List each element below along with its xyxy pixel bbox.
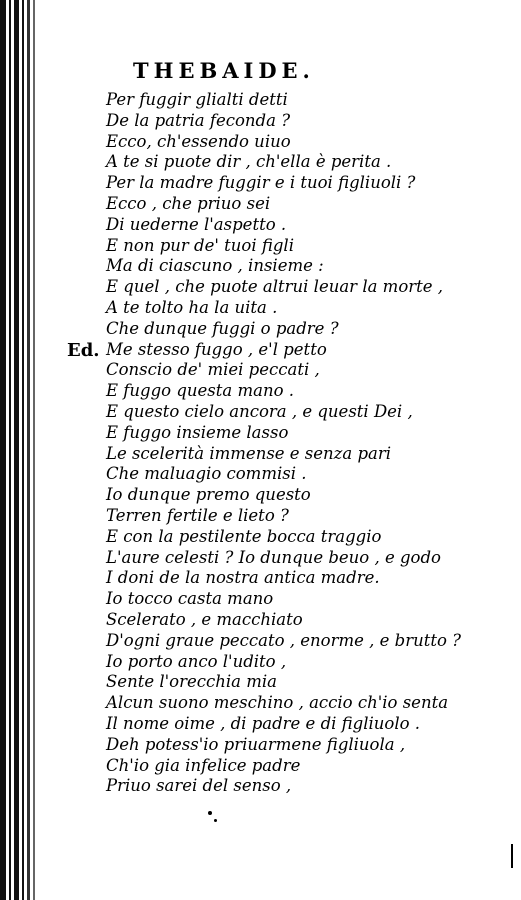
verse-text: E quel , che puote altrui leuar la morte , xyxy=(106,277,444,297)
verse-text: A te si puote dir , ch'ella è perita . xyxy=(106,152,392,172)
verse-line xyxy=(0,756,521,777)
verse-text: Che dunque fuggi o padre ? xyxy=(106,318,339,338)
verse-line xyxy=(0,360,521,381)
verse-text: Di uederne l'aspetto . xyxy=(106,214,287,234)
verse-line xyxy=(0,735,521,756)
verse-line xyxy=(0,485,521,506)
verse-line xyxy=(0,506,521,527)
verse-text: A te tolto ha la uita . xyxy=(106,297,278,317)
verse-text: Che maluagio commisi . xyxy=(106,464,307,484)
verse-text: D'ogni graue peccato , enorme , e brutto ? xyxy=(106,630,462,650)
running-header: THEBAIDE. xyxy=(133,58,315,83)
verse-text: Conscio de' miei peccati , xyxy=(106,360,320,380)
verse-text: L'aure celesti ? Io dunque beuo , e godo xyxy=(106,547,441,567)
verse-text: Alcun suono meschino , accio ch'io senta xyxy=(106,693,449,713)
verse-text: Io tocco casta mano xyxy=(106,589,274,609)
verse-text: Sente l'orecchia mia xyxy=(106,672,277,692)
verse-text: E non pur de' tuoi figli xyxy=(106,235,294,255)
verse-text: Me stesso fuggo , e'l petto xyxy=(106,339,327,359)
verse-line xyxy=(0,672,521,693)
verse-text: Io porto anco l'udito , xyxy=(106,651,287,671)
speaker-label: Ed. xyxy=(67,339,100,361)
margin-mark xyxy=(511,844,513,868)
verse-line xyxy=(0,589,521,610)
verse-line xyxy=(0,527,521,548)
verse-line xyxy=(0,402,521,423)
verse-line xyxy=(0,693,521,714)
verse-text: Scelerato , e macchiato xyxy=(106,609,303,629)
verse-text: Ecco, ch'essendo uiuo xyxy=(106,131,291,151)
verse-line xyxy=(0,298,521,319)
verse-text: Per fuggir glialti detti xyxy=(106,90,288,109)
verse-line xyxy=(0,464,521,485)
verse-line xyxy=(0,340,521,361)
verse-line xyxy=(0,132,521,153)
verse-line xyxy=(0,90,521,111)
verse-line xyxy=(0,568,521,589)
verse-line xyxy=(0,215,521,236)
verse-line xyxy=(0,173,521,194)
verse-text: E fuggo insieme lasso xyxy=(106,422,289,442)
verse-text: E questo cielo ancora , e questi Dei , xyxy=(106,401,413,421)
verse-text: Il nome oime , di padre e di figliuolo . xyxy=(106,713,421,733)
verse-text: De la patria feconda ? xyxy=(106,110,291,130)
verse-line xyxy=(0,714,521,735)
verse-text: Deh potess'io priuarmene figliuola , xyxy=(106,734,406,754)
verse-line xyxy=(0,277,521,298)
verse-text: I doni de la nostra antica madre. xyxy=(106,568,380,588)
verse-text: E con la pestilente bocca traggio xyxy=(106,526,382,546)
verse-text: Ecco , che priuo sei xyxy=(106,193,271,213)
verse-text: Terren fertile e lieto ? xyxy=(106,505,289,525)
verse-text: Le scelerità immense e senza pari xyxy=(106,443,392,463)
verse-line xyxy=(0,381,521,402)
verse-text: Io dunque premo questo xyxy=(106,485,311,505)
verse-line xyxy=(0,111,521,132)
verse-text: Ma di ciascuno , insieme : xyxy=(106,256,324,276)
verse-line xyxy=(0,631,521,652)
verse-line xyxy=(0,610,521,631)
verse-line xyxy=(0,776,521,797)
verse-line xyxy=(0,423,521,444)
verse-list xyxy=(0,90,521,797)
verse-line xyxy=(0,444,521,465)
page-mark xyxy=(208,811,212,815)
verse-line xyxy=(0,652,521,673)
verse-text: Per la madre fuggir e i tuoi figliuoli ? xyxy=(106,173,416,193)
verse-text: Priuo sarei del senso , xyxy=(106,776,292,796)
verse-line xyxy=(0,152,521,173)
verse-line xyxy=(0,548,521,569)
verse-text: Ch'io gia infelice padre xyxy=(106,755,301,775)
verse-line xyxy=(0,319,521,340)
page-mark xyxy=(214,819,217,822)
verse-text: E fuggo questa mano . xyxy=(106,381,294,401)
verse-line xyxy=(0,194,521,215)
verse-line xyxy=(0,256,521,277)
verse-line xyxy=(0,236,521,257)
